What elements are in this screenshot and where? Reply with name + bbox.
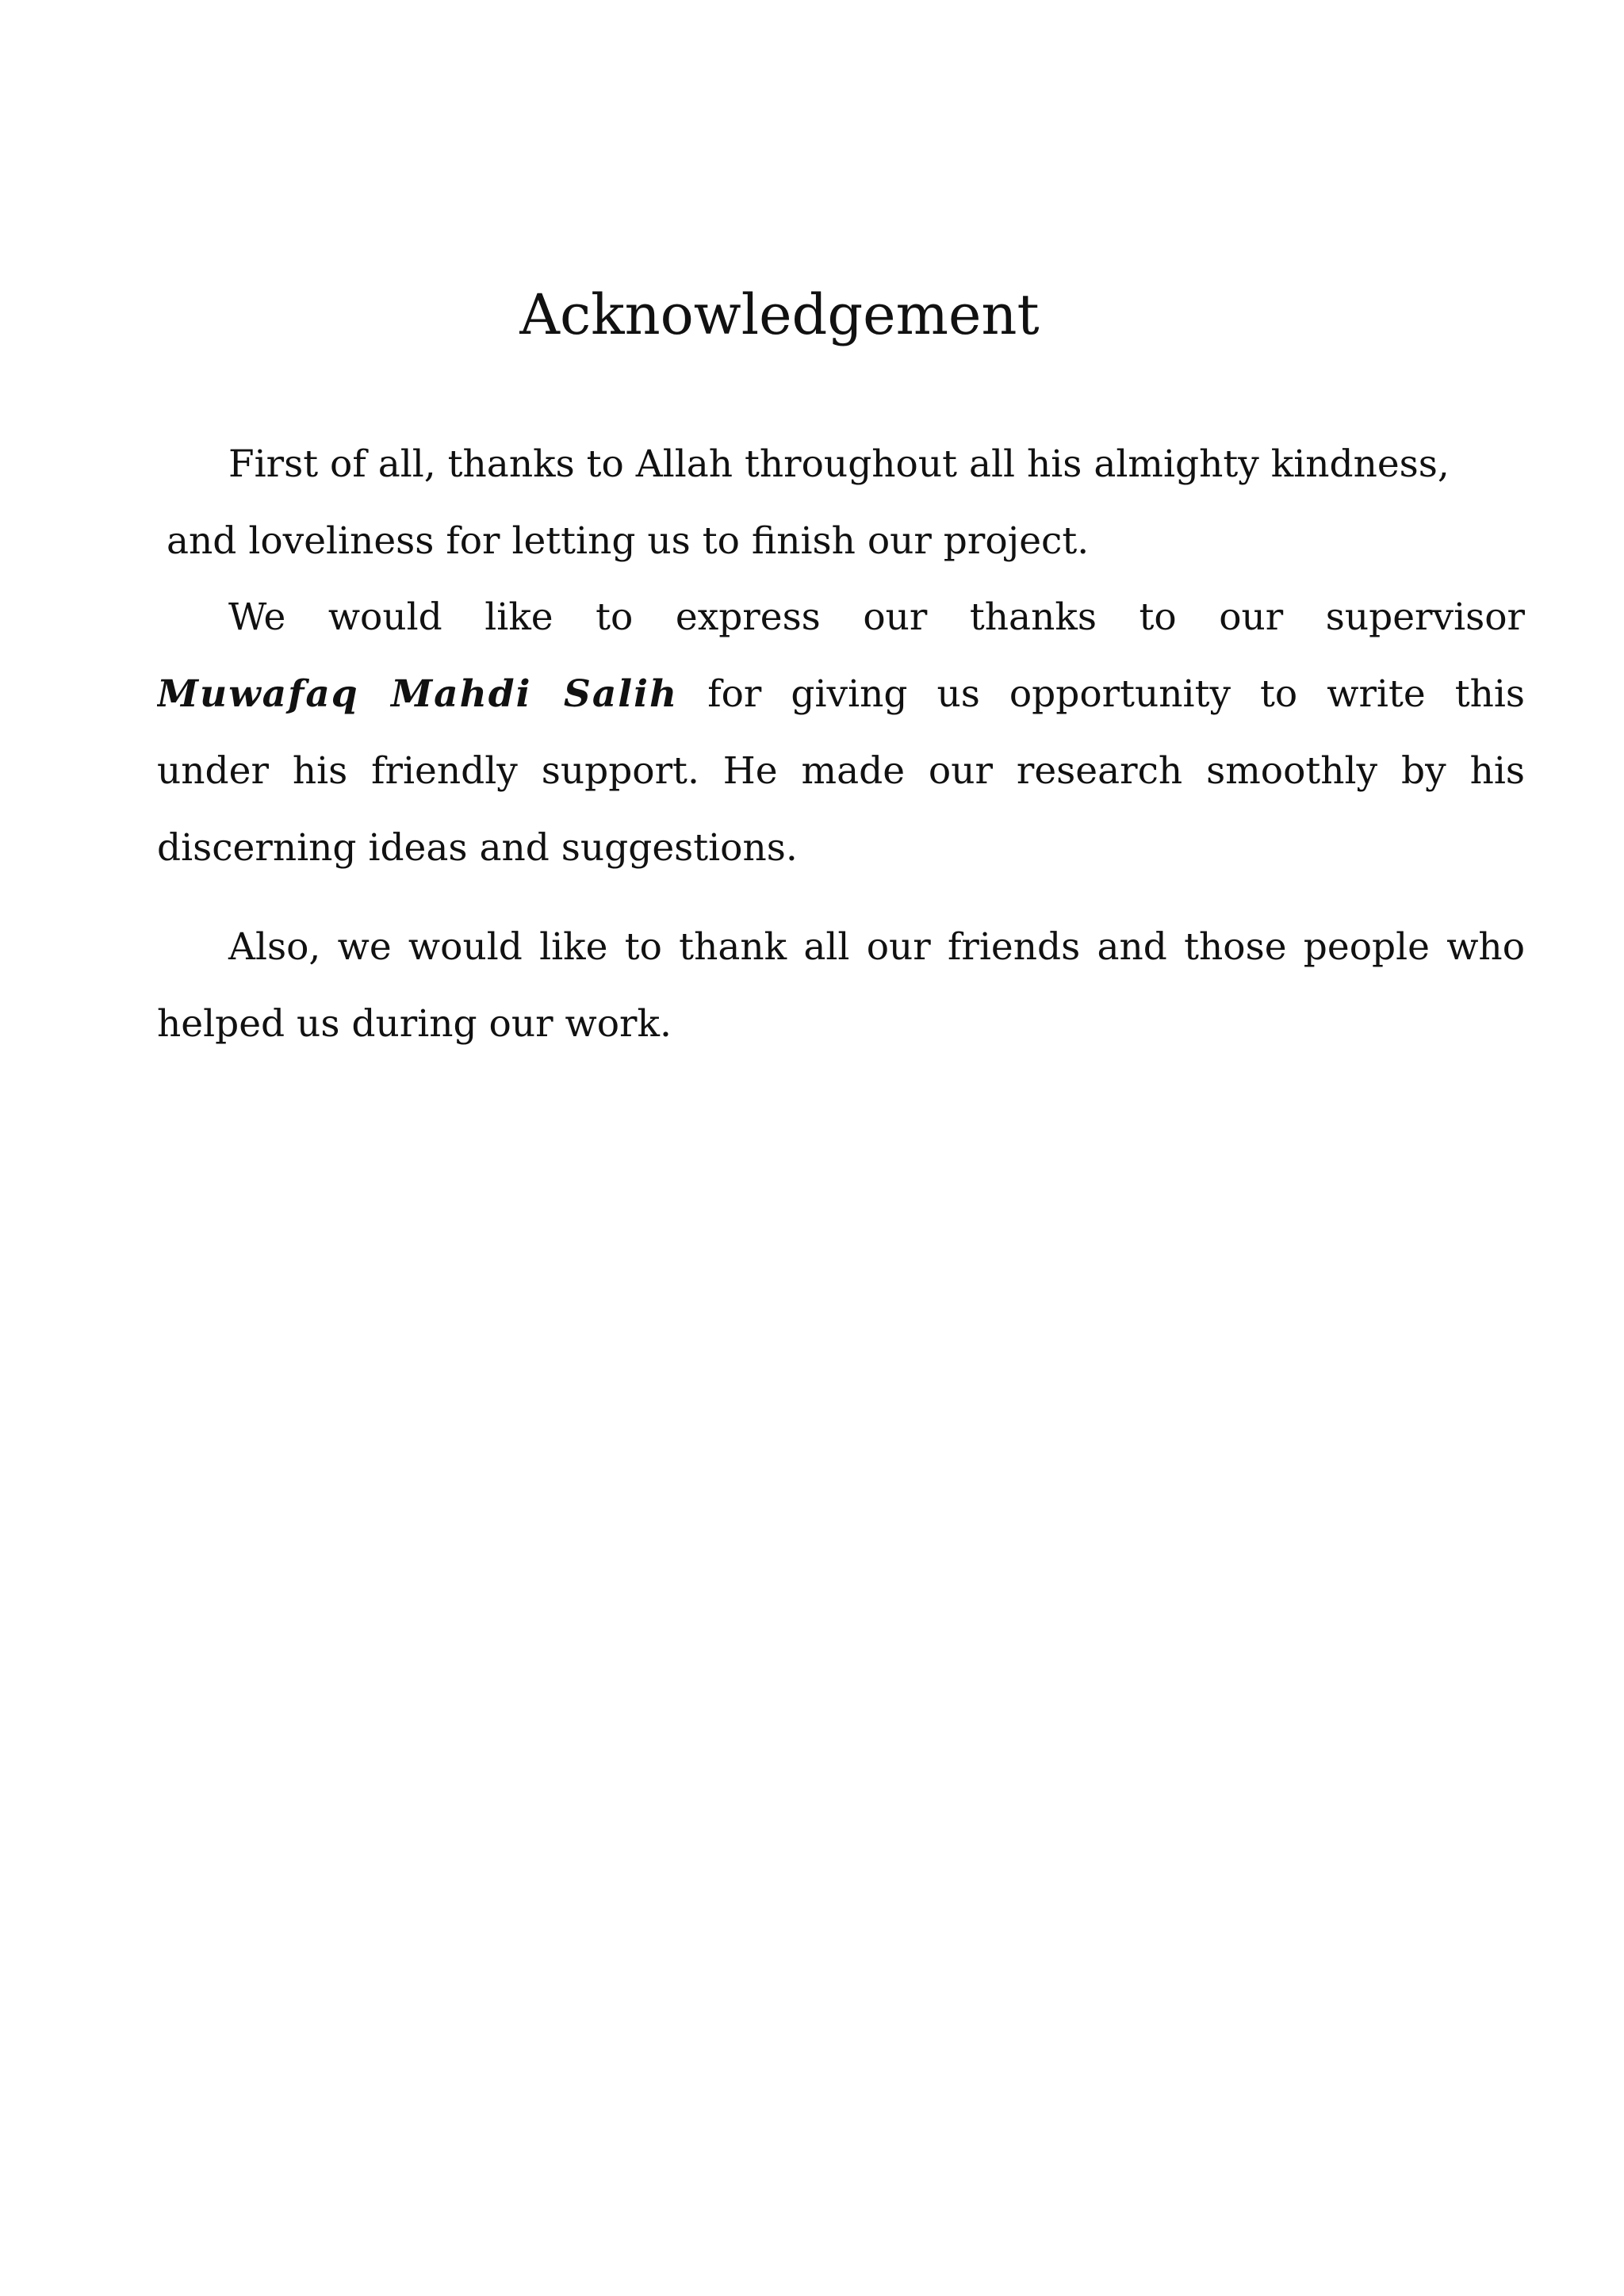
paragraph-line: helped us during our work.: [157, 1002, 672, 1046]
paragraph-thanks-friends: [157, 909, 1525, 1062]
paragraph-line-text: for giving us opportunity to write this: [707, 672, 1525, 716]
supervisor-name: Muwafaq Mahdi Salih: [157, 672, 679, 716]
paragraph-line: discerning ideas and suggestions.: [157, 826, 798, 870]
paragraph-line: under his friendly support. He made our research smoothly by his: [157, 749, 1525, 793]
paragraph-line: We would like to express our thanks to our supervisor: [228, 595, 1525, 639]
paragraph-thanks-allah: [157, 426, 1525, 580]
paragraph-thanks-supervisor: [157, 579, 1525, 886]
paragraph-line: and loveliness for letting us to finish our project.: [167, 519, 1090, 563]
paragraph-line: [157, 656, 1525, 733]
page-title: Acknowledgement: [519, 282, 1040, 347]
paragraph-line: Also, we would like to thank all our friends and those people who: [228, 925, 1525, 969]
paragraph-line: First of all, thanks to Allah throughout all his almighty kindness,: [228, 442, 1450, 486]
